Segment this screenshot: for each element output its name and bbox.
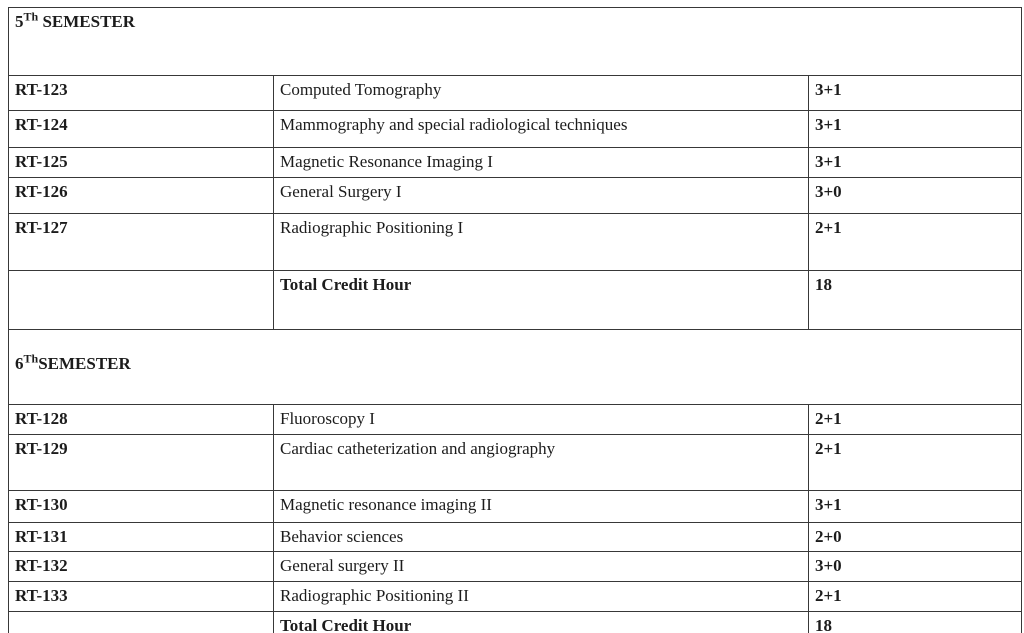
credit-hours-cell: 3+1 <box>809 76 1022 111</box>
course-title-cell: Radiographic Positioning II <box>274 582 809 612</box>
course-title-cell: Radiographic Positioning I <box>274 214 809 271</box>
course-code-cell: RT-130 <box>9 490 274 522</box>
course-code-cell: RT-131 <box>9 522 274 552</box>
course-title-cell: Fluoroscopy I <box>274 405 809 435</box>
course-code-cell: RT-125 <box>9 148 274 178</box>
table-row <box>9 522 1022 552</box>
table-row <box>9 271 1022 330</box>
credit-hours-cell: 2+0 <box>809 522 1022 552</box>
semester-label: SEMESTER <box>38 354 131 373</box>
table-row <box>9 330 1022 405</box>
course-code-cell: RT-128 <box>9 405 274 435</box>
semester-ordinal-superscript: Th <box>23 9 39 24</box>
semester-label: SEMESTER <box>38 12 136 31</box>
course-title-cell: Computed Tomography <box>274 76 809 111</box>
course-title-cell: Mammography and special radiological techniques <box>274 111 809 148</box>
table-row <box>9 405 1022 435</box>
credit-hours-cell: 3+0 <box>809 552 1022 582</box>
table-row <box>9 611 1022 633</box>
total-value-cell: 18 <box>809 611 1022 633</box>
course-code-cell: RT-127 <box>9 214 274 271</box>
course-code-cell: RT-133 <box>9 582 274 612</box>
credit-hours-cell: 3+1 <box>809 148 1022 178</box>
credit-hours-cell: 2+1 <box>809 214 1022 271</box>
course-title-cell: Cardiac catheterization and angiography <box>274 434 809 490</box>
credit-hours-cell: 3+1 <box>809 490 1022 522</box>
table-row <box>9 148 1022 178</box>
course-code-cell: RT-124 <box>9 111 274 148</box>
course-title-cell: Magnetic Resonance Imaging I <box>274 148 809 178</box>
table-row <box>9 8 1022 76</box>
credit-hours-cell: 2+1 <box>809 405 1022 435</box>
course-code-cell: RT-123 <box>9 76 274 111</box>
semester-heading <box>9 8 1022 76</box>
table-row <box>9 582 1022 612</box>
table-row <box>9 76 1022 111</box>
table-row <box>9 434 1022 490</box>
semester-number: 6 <box>15 354 24 373</box>
total-label-cell: Total Credit Hour <box>274 611 809 633</box>
empty-cell <box>9 271 274 330</box>
empty-cell <box>9 611 274 633</box>
semester-number: 5 <box>15 12 24 31</box>
table-row <box>9 552 1022 582</box>
semester-heading <box>9 330 1022 405</box>
table-row <box>9 490 1022 522</box>
course-title-cell: General Surgery I <box>274 178 809 214</box>
course-code-cell: RT-126 <box>9 178 274 214</box>
course-title-cell: Behavior sciences <box>274 522 809 552</box>
course-title-cell: General surgery II <box>274 552 809 582</box>
table-row <box>9 111 1022 148</box>
semester-course-table <box>8 7 1022 633</box>
total-label-cell: Total Credit Hour <box>274 271 809 330</box>
credit-hours-cell: 3+0 <box>809 178 1022 214</box>
course-code-cell: RT-129 <box>9 434 274 490</box>
credit-hours-cell: 2+1 <box>809 582 1022 612</box>
semester-ordinal-superscript: Th <box>23 351 39 366</box>
total-value-cell: 18 <box>809 271 1022 330</box>
table-row <box>9 178 1022 214</box>
credit-hours-cell: 2+1 <box>809 434 1022 490</box>
credit-hours-cell: 3+1 <box>809 111 1022 148</box>
table-row <box>9 214 1022 271</box>
course-title-cell: Magnetic resonance imaging II <box>274 490 809 522</box>
course-code-cell: RT-132 <box>9 552 274 582</box>
